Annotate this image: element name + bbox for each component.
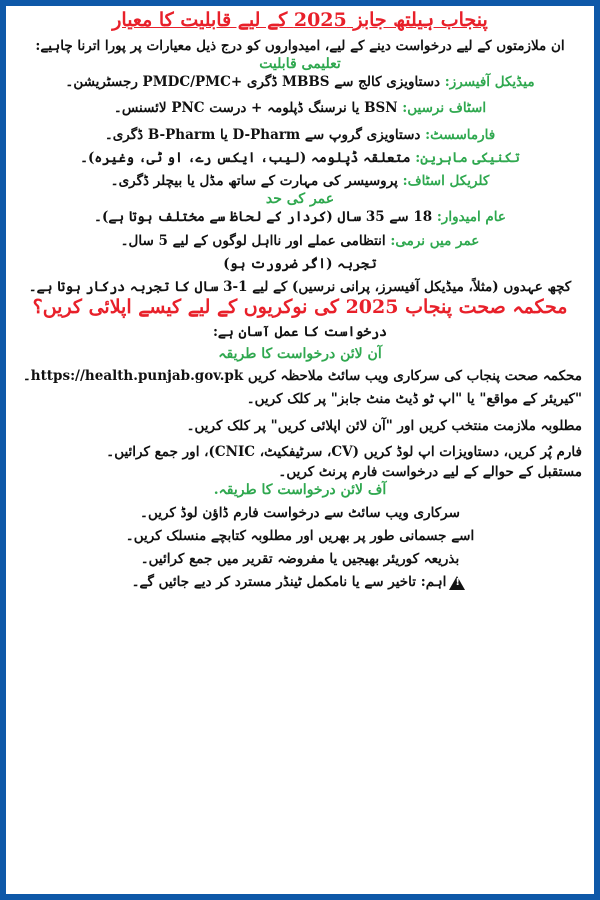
online-heading: آن لائن درخواست کا طریقہ xyxy=(218,345,382,362)
edu-text: دستاویزی گروپ سے D-Pharm یا B-Pharm ڈگری۔ xyxy=(104,126,426,143)
warning-text: اہم: تاخیر سے یا نامکمل ٹینڈر مسترد کر دیے جائیں گے۔ xyxy=(131,574,447,591)
experience-heading: تجربہ (اگر ضرورت ہو) xyxy=(223,255,377,272)
apply-title: محکمہ صحت پنجاب 2025 کی نوکریوں کے لیے کیسے اپلائی کریں؟ xyxy=(32,296,568,319)
offline-heading: آف لائن درخواست کا طریقہ. xyxy=(213,482,387,499)
online-step-3: مطلوبہ ملازمت منتخب کریں اور "آن لائن اپلائی کریں" پر کلک کریں۔ xyxy=(186,417,582,434)
online-step-5: مستقبل کے حوالے کے لیے درخواست فارم پرنٹ کریں۔ xyxy=(278,464,582,481)
age-item-relaxation xyxy=(18,233,582,249)
intro-text: ان ملازمتوں کے لیے درخواست دینے کے لیے، امیدواروں کو درج ذیل معیارات پر پورا اترنا چاہیے: xyxy=(35,37,565,54)
online-step-2: "کیریئر کے مواقع" یا "اپ ٹو ڈیٹ منٹ جابز" پر کلک کریں۔ xyxy=(246,391,582,408)
page-title: پنجاب ہیلتھ جابز 2025 کے لیے قابلیت کا معیار xyxy=(112,9,488,31)
age-heading: عمر کی حد xyxy=(265,191,335,208)
apply-intro: درخواست کا عمل آسان ہے: xyxy=(212,323,388,340)
age-label: عام امیدوار: xyxy=(436,209,506,226)
edu-item-technicians xyxy=(18,150,582,166)
edu-label: فارماسسٹ: xyxy=(425,126,496,143)
age-label: عمر میں نرمی: xyxy=(390,232,480,249)
edu-text: دستاویزی کالج سے MBBS ڈگری +PMDC/PMC رجسٹریشن۔ xyxy=(65,74,445,91)
offline-step-1: سرکاری ویب سائٹ سے درخواست فارم ڈاؤن لوڈ کریں۔ xyxy=(140,504,460,521)
edu-label: تکنیکی ماہرین: xyxy=(415,149,520,166)
warning-line xyxy=(18,574,582,590)
edu-label: اسٹاف نرسیں: xyxy=(402,100,487,117)
age-text: انتظامی عملے اور نااہل لوگوں کے لیے 5 سال۔ xyxy=(120,232,391,249)
online-step-1: محکمہ صحت پنجاب کی سرکاری ویب سائٹ ملاحظہ کریں https://health.punjab.gov.pk۔ xyxy=(22,368,582,385)
online-step-4: فارم پُر کریں، دستاویزات اپ لوڈ کریں (CV، سرٹیفکیٹ، CNIC)، اور جمع کرائیں۔ xyxy=(106,443,582,460)
experience-text: کچھ عہدوں (مثلاً، میڈیکل آفیسرز، پرانی نرسیں) کے لیے 1-3 سال کا تجربہ درکار ہوتا ہے۔ xyxy=(28,278,572,295)
edu-text: متعلقہ ڈپلومہ (لیب، ایکس رے، او ٹی، وغیرہ)۔ xyxy=(80,149,416,166)
age-text: 18 سے 35 سال (کردار کے لحاظ سے مختلف ہوتا ہے)۔ xyxy=(94,209,437,226)
edu-text: BSN یا نرسنگ ڈپلومہ + درست PNC لائسنس۔ xyxy=(113,100,403,117)
offline-step-3: بذریعہ کوریئر بھیجیں یا مفروضہ تقریر میں جمع کرائیں۔ xyxy=(140,550,460,567)
warning-icon xyxy=(449,576,465,590)
edu-label: میڈیکل آفیسرز: xyxy=(444,74,535,91)
edu-text: پروسیسر کی مہارت کے ساتھ مڈل یا بیچلر ڈگری۔ xyxy=(110,172,403,189)
edu-label: کلریکل اسٹاف: xyxy=(402,172,490,189)
offline-step-2: اسے جسمانی طور پر بھریں اور مطلوبہ کتابچے منسلک کریں۔ xyxy=(125,527,475,544)
age-item-general xyxy=(18,209,582,225)
edu-item-medical-officers xyxy=(18,74,582,90)
article-card xyxy=(6,6,594,894)
edu-item-pharmacists xyxy=(18,127,582,143)
edu-item-staff-nurses xyxy=(18,100,582,116)
education-heading: تعلیمی قابلیت xyxy=(259,55,341,72)
edu-item-clerical xyxy=(18,173,582,189)
